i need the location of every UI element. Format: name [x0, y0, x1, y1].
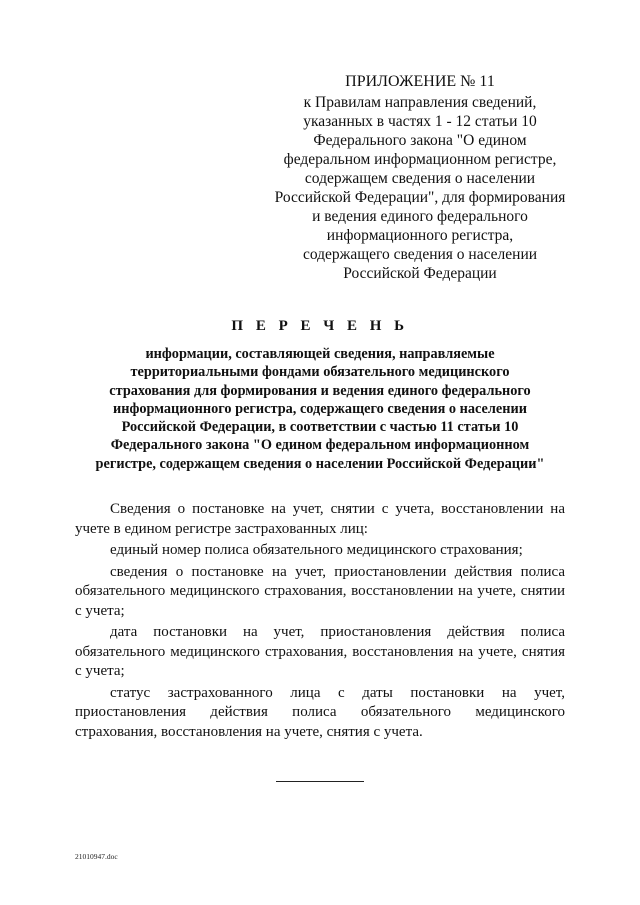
subtitle-line: регистре, содержащем сведения о населении Российской Федерации"	[95, 455, 545, 472]
appendix-line: содержащего сведения о населении	[302, 246, 538, 263]
body-paragraph: единый номер полиса обязательного медицинского страхования;	[110, 542, 523, 558]
subtitle-line: Федерального закона "О едином федеральном информационном	[110, 437, 530, 454]
subtitle-line: страхования для формирования и ведения единого федерального	[109, 382, 531, 399]
appendix-line: и ведения единого федерального	[312, 208, 528, 225]
body-paragraph: статус застрахованного лица с даты постановки на учет, приостановления действия полиса обязательного медицинского страхования, восстановления на учете, снятия с учета.	[75, 684, 565, 740]
document-heading: П Е Р Е Ч Е Н Ь	[231, 318, 409, 334]
body-paragraph: Сведения о постановке на учет, снятии с учета, восстановлении на учете в едином регистре застрахованных лиц:	[75, 501, 565, 537]
appendix-line: Федерального закона "О едином	[313, 132, 527, 149]
appendix-line: содержащем сведения о населении	[304, 170, 536, 187]
subtitle-line: информации, составляющей сведения, направляемые	[145, 346, 495, 362]
appendix-line: Российской Федерации", для формирования	[274, 189, 566, 206]
appendix-title: ПРИЛОЖЕНИЕ № 11	[345, 73, 495, 90]
subtitle-line: территориальными фондами обязательного медицинского	[130, 364, 510, 381]
appendix-block	[255, 72, 585, 283]
document-body	[75, 500, 565, 742]
subtitle-line: Российской Федерации, в соответствии с частью 11 статьи 10	[121, 419, 519, 436]
appendix-line: федеральном информационном регистре,	[283, 151, 557, 168]
appendix-line: указанных в частях 1 - 12 статьи 10	[303, 113, 537, 130]
appendix-line: к Правилам направления сведений,	[303, 94, 537, 111]
file-name-footer: 21010947.doc	[75, 852, 118, 861]
end-divider	[276, 781, 364, 782]
appendix-line: информационного регистра,	[326, 227, 514, 244]
document-subtitle	[62, 345, 578, 473]
subtitle-line: информационного регистра, содержащего сведения о населении	[112, 400, 527, 417]
body-paragraph: дата постановки на учет, приостановления действия полиса обязательного медицинского страхования, восстановления на учете, снятия с учета;	[75, 624, 565, 679]
body-paragraph: сведения о постановке на учет, приостановлении действия полиса обязательного медицинского страхования, восстановлении на учете, снятии с учета;	[75, 563, 565, 619]
appendix-line: Российской Федерации	[343, 265, 497, 282]
